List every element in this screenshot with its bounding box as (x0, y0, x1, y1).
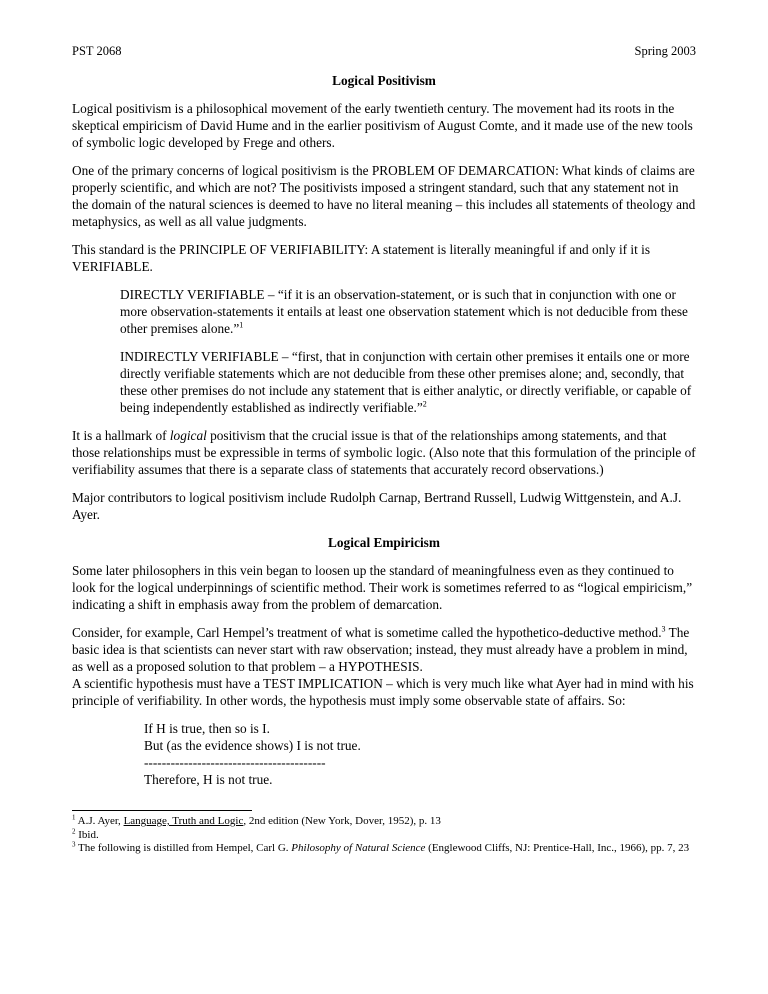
footnotes (72, 815, 696, 856)
footnote-ref: 3 (661, 624, 666, 634)
course-code: PST 2068 (72, 44, 122, 58)
definition-indirectly-verifiable: INDIRECTLY VERIFIABLE – “first, that in conjunction with certain other premises it entails one or more directly verifiable statements which are not deducible from these other premises alone; and, secondly, that these other premises do not include any statement that is either analytic, or directly verifiable, or capable of being independently established as indirectly verifiable.”$^2$ (120, 349, 692, 415)
section-title-logical-positivism: Logical Positivism (332, 73, 436, 88)
paragraph: Some later philosophers in this vein began to loosen up the standard of meaningfulness even as they continued to look for the logical underpinnings of scientific method. Their work is sometimes referred to as “logical empiricism,” indicating a shift in emphasis away from the problem of demarcation. (72, 563, 693, 612)
argument-divider: ----------------------------------------- (144, 755, 326, 770)
argument-block (144, 720, 696, 788)
argument-line: But (as the evidence shows) I is not true. (144, 738, 361, 753)
footnote-ref: 2 (422, 399, 427, 409)
paragraph: This standard is the PRINCIPLE OF VERIFIABILITY: A statement is literally meaningful if and only if it is VERIFIABLE. (72, 242, 650, 274)
paragraph: One of the primary concerns of logical positivism is the PROBLEM OF DEMARCATION: What kinds of claims are properly scientific, and which are not? The positivists imposed a stringent standard, such that any statement not in the domain of the natural sciences is deemed to have no literal meaning – this includes all statements of theology and metaphysics, as well as all value judgments. (72, 163, 696, 229)
paragraph: Major contributors to logical positivism include Rudolph Carnap, Bertrand Russell, Ludwig Wittgenstein, and A.J. Ayer. (72, 490, 682, 522)
paragraph: Consider, for example, Carl Hempel’s treatment of what is sometime called the hypothetico-deductive method.$^3$ The basic idea is that scientists can never start with raw observation; instead, they must already have a problem in mind, as well as a proposed solution to that problem – a HYPOTHESIS. (72, 624, 690, 674)
footnote-2: $^2$ Ibid. (72, 826, 99, 841)
section-title-logical-empiricism: Logical Empiricism (328, 535, 440, 550)
paragraph: A scientific hypothesis must have a TEST IMPLICATION – which is very much like what Ayer had in mind with his principle of verifiability. In other words, the hypothesis must imply some observable state of affairs. So: (72, 676, 694, 708)
document-body (72, 72, 696, 856)
argument-line: If H is true, then so is I. (144, 721, 270, 736)
argument-conclusion: Therefore, H is not true. (144, 772, 273, 787)
footnote-rule (72, 810, 252, 811)
footnote-ref: 1 (239, 320, 244, 330)
paragraph: It is a hallmark of logical positivism that the crucial issue is that of the relationships among statements, and that those relationships must be expressible in terms of symbolic logic. (Also note that this formulation of the principle of verifiability assumes that there is a separate class of statements that accurately record observations.) (72, 428, 696, 477)
definition-directly-verifiable: DIRECTLY VERIFIABLE – “if it is an observation-statement, or is such that in conjunction with one or more observation-statements it entails at least one observation statement which is not deducible from these other premises alone.”$^1$ (120, 287, 688, 336)
paragraph: Logical positivism is a philosophical movement of the early twentieth century. The movement had its roots in the skeptical empiricism of David Hume and in the earlier positivism of August Comte, and it made use of the new tools of symbolic logic developed by Frege and others. (72, 101, 693, 150)
footnote-1: $^1$ A.J. Ayer, Language, Truth and Logic, 2nd edition (New York, Dover, 1952), p. 13 (72, 813, 441, 827)
footnote-3: $^3$ The following is distilled from Hempel, Carl G. Philosophy of Natural Science (Englewood Cliffs, NJ: Prentice-Hall, Inc., 1966), pp. 7, 23 (72, 840, 690, 854)
term: Spring 2003 (634, 44, 696, 58)
